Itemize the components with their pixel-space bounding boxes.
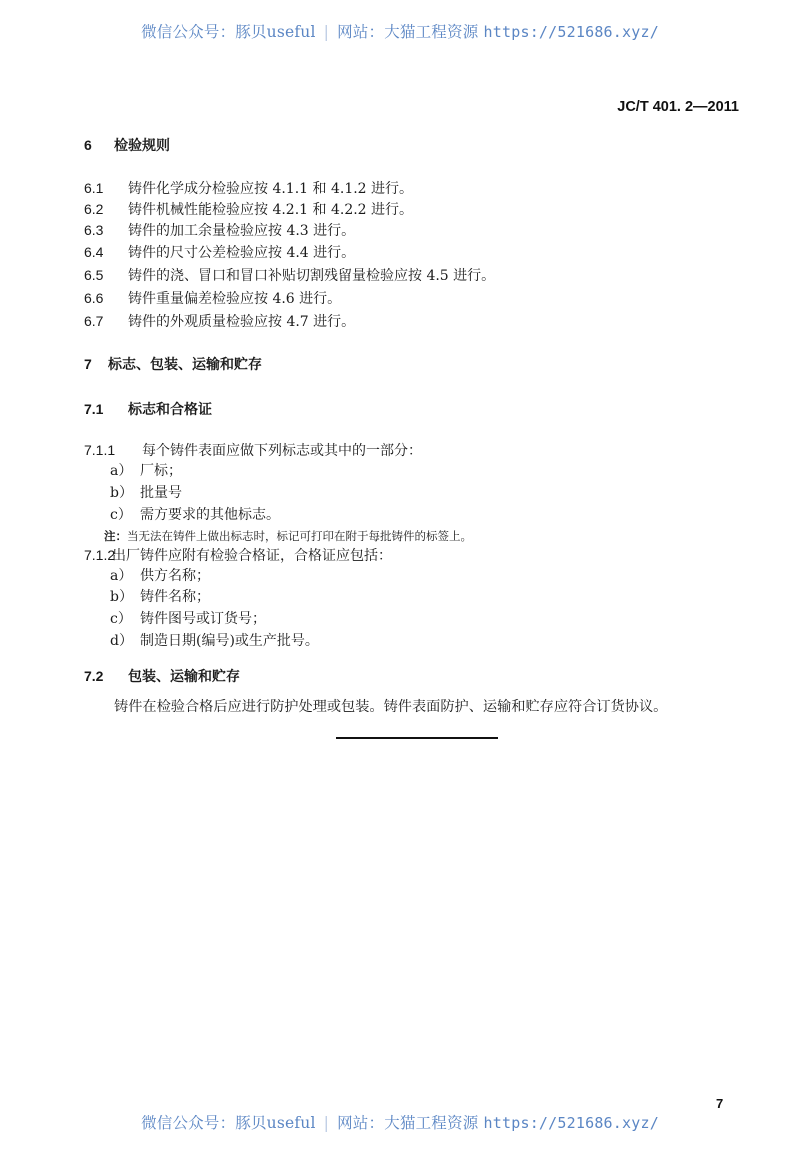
item-text: 铸件名称； bbox=[140, 589, 210, 605]
item-text: 厂标； bbox=[140, 463, 182, 479]
subsection-title: 包装、运输和贮存 bbox=[128, 669, 240, 685]
clause-7-1-2 bbox=[84, 546, 392, 565]
section-number: 6 bbox=[84, 137, 92, 153]
list-item-7-1-1-b bbox=[110, 484, 182, 502]
note-label: 注： bbox=[104, 529, 127, 543]
subsection-7-1-heading bbox=[84, 400, 212, 419]
section-6-heading bbox=[84, 136, 170, 155]
item-text: 供方名称； bbox=[140, 568, 210, 584]
clause-number: 6.4 bbox=[84, 244, 104, 260]
item-label: a） bbox=[110, 568, 133, 584]
end-of-standard-rule bbox=[336, 737, 498, 739]
clause-number: 7.1.2 bbox=[84, 547, 116, 563]
item-text: 需方要求的其他标志。 bbox=[140, 507, 280, 523]
clause-number: 6.2 bbox=[84, 201, 104, 217]
clause-text: 每个铸件表面应做下列标志或其中的一部分： bbox=[142, 443, 422, 459]
clause-7-1-1 bbox=[84, 441, 422, 460]
clause-text: 铸件的尺寸公差检验应按 4.4 进行。 bbox=[128, 245, 356, 261]
clause-6-6 bbox=[84, 289, 341, 308]
note-text: 当无法在铸件上做出标志时，标记可打印在附于每批铸件的标签上。 bbox=[127, 529, 472, 543]
clause-6-3 bbox=[84, 221, 355, 240]
clause-6-1 bbox=[84, 179, 413, 198]
section-number: 7 bbox=[84, 356, 92, 372]
watermark-url[interactable]: https://521686.xyz/ bbox=[483, 1114, 659, 1132]
clause-text: 铸件重量偏差检验应按 4.6 进行。 bbox=[128, 291, 342, 307]
watermark-bottom bbox=[0, 1111, 800, 1133]
item-text: 铸件图号或订货号； bbox=[140, 611, 266, 627]
item-label: a） bbox=[110, 463, 133, 479]
watermark-site-label: 网站：大猫工程资源 bbox=[337, 23, 479, 41]
watermark-separator: | bbox=[323, 1114, 330, 1132]
watermark-separator: | bbox=[323, 23, 330, 41]
page-number: 7 bbox=[716, 1096, 724, 1111]
list-item-7-1-2-a bbox=[110, 567, 210, 585]
clause-text: 出厂铸件应附有检验合格证，合格证应包括： bbox=[112, 548, 392, 564]
clause-number: 6.7 bbox=[84, 313, 104, 329]
watermark-site-label: 网站：大猫工程资源 bbox=[337, 1114, 479, 1132]
list-item-7-1-1-a bbox=[110, 462, 182, 480]
clause-text: 铸件的外观质量检验应按 4.7 进行。 bbox=[128, 314, 356, 330]
clause-number: 6.1 bbox=[84, 180, 104, 196]
clause-text: 铸件的加工余量检验应按 4.3 进行。 bbox=[128, 223, 356, 239]
watermark-wechat: 微信公众号：豚贝useful bbox=[141, 23, 316, 41]
item-label: b） bbox=[110, 589, 133, 605]
subsection-number: 7.2 bbox=[84, 668, 104, 684]
clause-text: 铸件化学成分检验应按 4.1.1 和 4.1.2 进行。 bbox=[128, 181, 414, 197]
clause-text: 铸件机械性能检验应按 4.2.1 和 4.2.2 进行。 bbox=[128, 202, 414, 218]
section-7-heading bbox=[84, 355, 262, 374]
paragraph-7-2: 铸件在检验合格后应进行防护处理或包装。铸件表面防护、运输和贮存应符合订货协议。 bbox=[114, 699, 668, 715]
item-label: b） bbox=[110, 485, 133, 501]
list-item-7-1-2-b bbox=[110, 588, 210, 606]
watermark-top bbox=[0, 20, 800, 42]
watermark-url[interactable]: https://521686.xyz/ bbox=[483, 23, 659, 41]
clause-6-2 bbox=[84, 200, 413, 219]
standard-code: JC/T 401. 2—2011 bbox=[617, 99, 739, 115]
item-text: 批量号 bbox=[140, 485, 182, 501]
clause-number: 6.6 bbox=[84, 290, 104, 306]
clause-6-5 bbox=[84, 266, 495, 285]
clause-number: 7.1.1 bbox=[84, 442, 116, 458]
subsection-title: 标志和合格证 bbox=[128, 402, 212, 418]
section-title: 标志、包装、运输和贮存 bbox=[108, 357, 262, 373]
list-item-7-1-2-d bbox=[110, 632, 319, 650]
clause-number: 6.5 bbox=[84, 267, 104, 283]
item-text: 制造日期(编号)或生产批号。 bbox=[140, 633, 319, 649]
watermark-wechat: 微信公众号：豚贝useful bbox=[141, 1114, 316, 1132]
clause-number: 6.3 bbox=[84, 222, 104, 238]
clause-text: 铸件的浇、冒口和冒口补贴切割残留量检验应按 4.5 进行。 bbox=[128, 268, 496, 284]
section-title: 检验规则 bbox=[114, 138, 170, 154]
item-label: c） bbox=[110, 507, 132, 523]
note bbox=[104, 527, 472, 545]
clause-6-4 bbox=[84, 243, 355, 262]
subsection-number: 7.1 bbox=[84, 401, 104, 417]
item-label: c） bbox=[110, 611, 132, 627]
item-label: d） bbox=[110, 633, 133, 649]
list-item-7-1-2-c bbox=[110, 610, 266, 628]
clause-6-7 bbox=[84, 312, 355, 331]
list-item-7-1-1-c bbox=[110, 506, 280, 524]
subsection-7-2-heading bbox=[84, 667, 240, 686]
